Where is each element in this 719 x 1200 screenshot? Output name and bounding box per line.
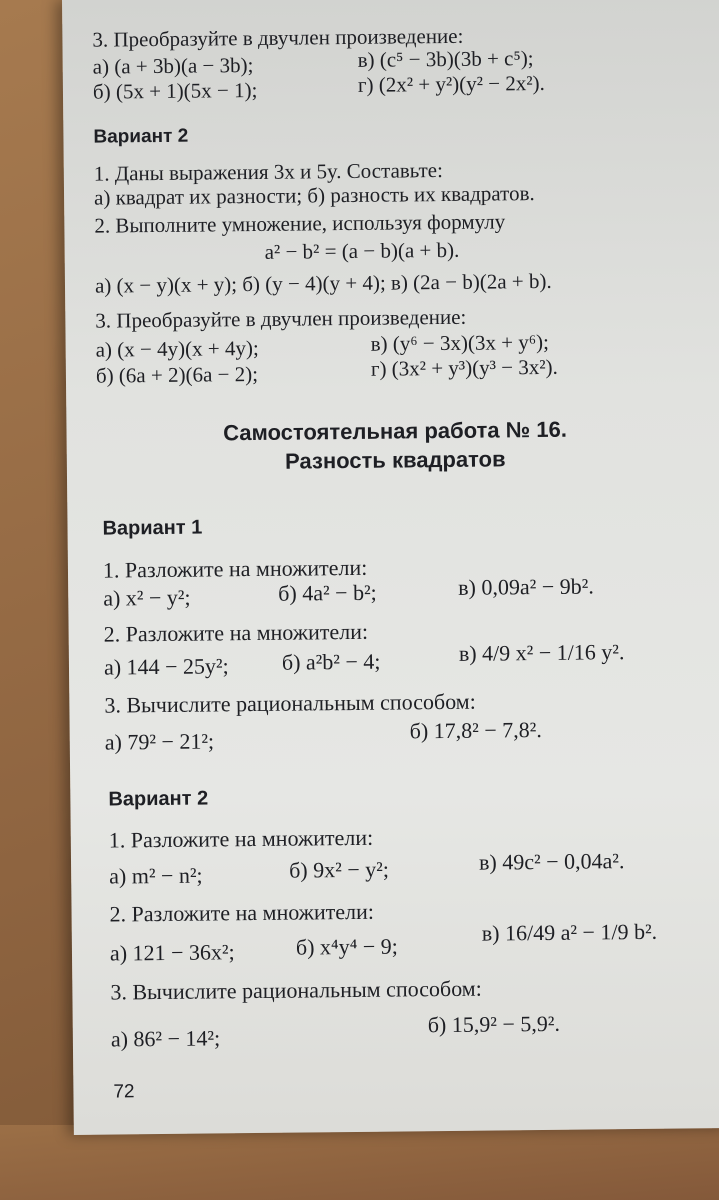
v2-task2-v: в) 16/49 a² − 1/9 b².	[481, 918, 658, 946]
top-task3-b: б) (5x + 1)(5x − 1);	[92, 77, 258, 104]
top-task3-g: г) (2x² + y²)(y² − 2x²).	[357, 70, 545, 97]
v1-task3: 3. Вычислите рациональным способом:	[104, 688, 476, 718]
v1-task3-b: б) 17,8² − 7,8².	[409, 717, 542, 744]
prev-v2-task1: 1. Даны выражения 3x и 5y. Составьте:	[93, 158, 443, 186]
prev-v2-task3-a: а) (x − 4y)(x + 4y);	[95, 335, 259, 362]
variant2-heading: Вариант 2	[108, 787, 209, 811]
v2-task3-b: б) 15,9² − 5,9².	[427, 1010, 560, 1038]
v2-task1-a: а) m² − n²;	[109, 862, 203, 889]
v2-task3-a: а) 86² − 14²;	[110, 1025, 221, 1052]
v1-task3-a: а) 79² − 21²;	[104, 728, 215, 755]
prev-variant2-heading: Вариант 2	[93, 125, 189, 148]
page-number: 72	[113, 1081, 135, 1103]
v1-task1-a: а) x² − y²;	[103, 584, 191, 611]
work-subtitle: Разность квадратов	[284, 446, 506, 474]
top-task3-heading: 3. Преобразуйте в двучлен произведение:	[92, 23, 464, 52]
prev-v2-task3-v: в) (y⁶ − 3x)(3x + y⁶);	[370, 329, 550, 356]
v1-task1-v: в) 0,09a² − 9b².	[458, 573, 594, 600]
v2-task1: 1. Разложите на множители:	[108, 824, 374, 853]
wooden-table-background	[0, 1125, 719, 1200]
v1-task1-b: б) 4a² − b²;	[278, 579, 377, 606]
textbook-page	[62, 0, 719, 1135]
v2-task2: 2. Разложите на множители:	[109, 898, 375, 927]
work-title: Самостоятельная работа № 16.	[223, 416, 568, 446]
v1-task1: 1. Разложите на множители:	[102, 554, 368, 583]
v1-task2: 2. Разложите на множители:	[103, 618, 369, 647]
prev-v2-task2-options: а) (x − y)(x + y); б) (y − 4)(y + 4); в) (2a − b)(2a + b).	[94, 268, 552, 298]
top-task3-a: а) (a + 3b)(a − 3b);	[92, 52, 254, 79]
v2-task3: 3. Вычислите рациональным способом:	[110, 975, 482, 1005]
v2-task2-a: а) 121 − 36x²;	[109, 939, 235, 966]
v1-task2-a: а) 144 − 25y²;	[103, 653, 229, 680]
prev-v2-task3: 3. Преобразуйте в двучлен произведение:	[95, 304, 467, 333]
v2-task1-v: в) 49c² − 0,04a².	[478, 848, 625, 875]
prev-v2-task1-options: а) квадрат их разности; б) разность их квадратов.	[93, 181, 535, 210]
top-task3-v: в) (c⁵ − 3b)(3b + c⁵);	[357, 46, 534, 72]
v1-task2-b: б) a²b² − 4;	[281, 648, 381, 675]
variant1-heading: Вариант 1	[102, 516, 203, 540]
prev-v2-task2: 2. Выполните умножение, используя формулу	[94, 209, 506, 238]
prev-v2-formula: a² − b² = (a − b)(a + b).	[264, 237, 460, 264]
v2-task1-b: б) 9x² − y²;	[288, 856, 389, 883]
v2-task2-b: б) x⁴y⁴ − 9;	[295, 933, 398, 960]
v1-task2-v: в) 4/9 x² − 1/16 y².	[458, 639, 625, 666]
prev-v2-task3-g: г) (3x² + y³)(y³ − 3x²).	[370, 354, 558, 381]
prev-v2-task3-b: б) (6a + 2)(6a − 2);	[95, 361, 259, 388]
